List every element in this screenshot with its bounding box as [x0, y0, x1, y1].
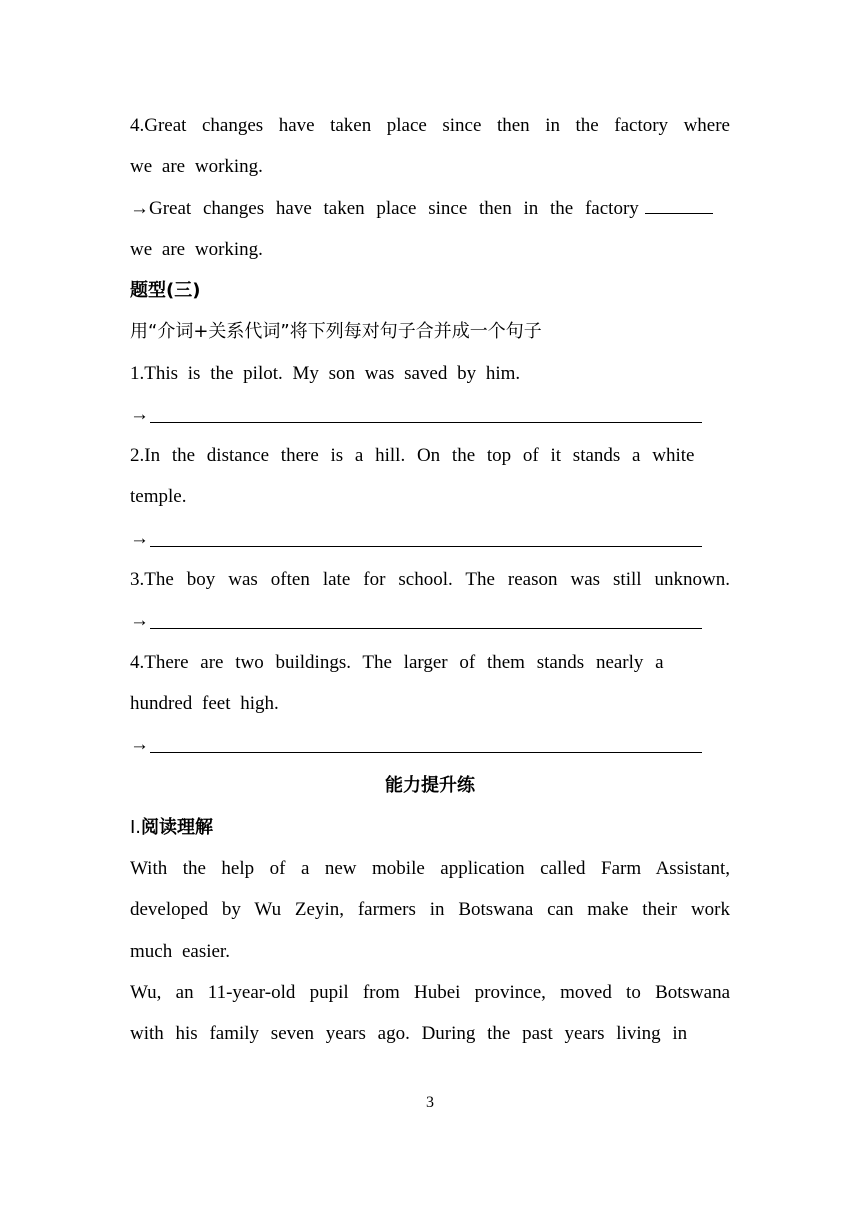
s3-q2-line2: temple.	[130, 486, 187, 507]
arrow-icon: →	[130, 610, 149, 631]
part1-prefix: Ⅰ.	[130, 817, 142, 838]
q4-original-line2: we are working.	[130, 156, 263, 177]
part1-heading	[130, 816, 730, 840]
answer-blank[interactable]	[150, 422, 702, 423]
passage-p2-line2: with his family seven years ago. During the past years living in	[130, 1023, 688, 1044]
passage-p1-line3: much easier.	[130, 941, 230, 962]
part1-title: 阅读理解	[141, 817, 214, 838]
arrow-icon: →	[130, 528, 149, 549]
q4-rewrite-blank[interactable]	[645, 212, 713, 214]
answer-blank[interactable]	[150, 752, 702, 753]
passage-p1-line2: developed by Wu Zeyin, farmers in Botswana can make their work	[130, 899, 730, 920]
s3-q3-text: 3.The boy was often late for school. The reason was still unknown.	[130, 569, 730, 590]
section3-heading: 题型(三)	[130, 280, 201, 301]
page-number: 3	[426, 1094, 434, 1111]
answer-blank[interactable]	[150, 546, 702, 547]
q4-rewrite-line1	[130, 197, 730, 221]
s3-q2-line1: 2.In the distance there is a hill. On the top of it stands a white	[130, 445, 695, 466]
q4-rewrite-line2: we are working.	[130, 239, 263, 260]
passage-p1-line1: With the help of a new mobile application called Farm Assistant,	[130, 858, 730, 879]
arrow-icon: →	[130, 734, 149, 755]
s3-q4-line1: 4.There are two buildings. The larger of them stands nearly a	[130, 652, 664, 673]
q4-rewrite-text: →Great changes have taken place since then in the factory	[130, 198, 639, 219]
ability-section-title: 能力提升练	[385, 775, 475, 796]
section3-instruction: 用“介词+关系代词”将下列每对句子合并成一个句子	[130, 321, 542, 342]
passage-p2-line1: Wu, an 11-year-old pupil from Hubei province, moved to Botswana	[130, 982, 730, 1003]
arrow-icon: →	[130, 404, 149, 425]
answer-blank[interactable]	[150, 628, 702, 629]
q4-original-line1: 4.Great changes have taken place since then in the factory where	[130, 115, 730, 136]
s3-q4-line2: hundred feet high.	[130, 693, 279, 714]
s3-q1-text: 1.This is the pilot. My son was saved by him.	[130, 363, 521, 384]
